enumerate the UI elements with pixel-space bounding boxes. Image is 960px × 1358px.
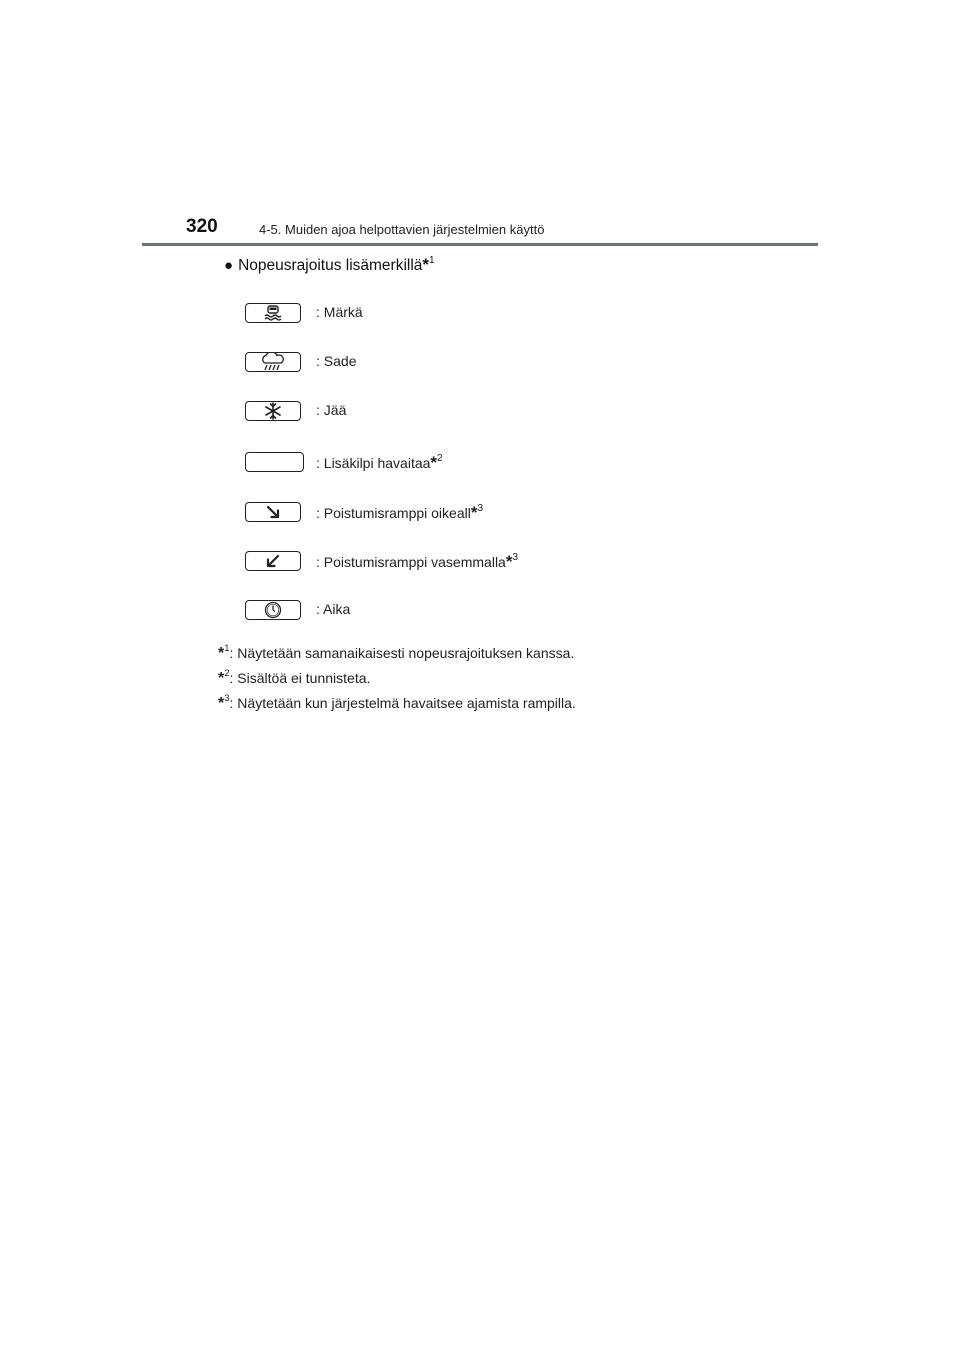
footnote-2 xyxy=(218,668,370,688)
sign-label: : Jää xyxy=(316,402,347,418)
snowflake-icon xyxy=(264,402,282,420)
sign-box xyxy=(245,551,301,571)
bullet-icon: ● xyxy=(224,257,234,274)
footnote-mark: 1 xyxy=(224,643,230,654)
sign-row-time xyxy=(245,598,351,622)
sign-label: : Sade xyxy=(316,353,357,369)
footnote-star: * xyxy=(430,453,438,472)
sign-row-wet xyxy=(245,301,363,325)
footnote-star: * xyxy=(218,695,225,712)
sign-row-ice xyxy=(245,399,347,423)
section-heading xyxy=(224,255,435,275)
footnote-mark: 1 xyxy=(429,255,435,266)
footnote-mark: 2 xyxy=(437,453,443,464)
footnote-mark: 3 xyxy=(477,503,484,514)
section-heading-text: Nopeusrajoitus lisämerkillä xyxy=(238,257,423,274)
sign-box xyxy=(245,401,301,421)
clock-icon xyxy=(264,601,282,619)
footnote-3 xyxy=(218,693,576,713)
sign-box xyxy=(245,600,301,620)
footnote-mark: 2 xyxy=(224,668,230,679)
sign-box xyxy=(245,303,301,323)
footnote-star: * xyxy=(505,552,513,571)
arrow-down-right-icon xyxy=(265,504,281,520)
sign-box xyxy=(245,352,301,372)
sign-label: : Poistumisramppi oikeall*$^3$ xyxy=(316,503,484,522)
chapter-title: 4-5. Muiden ajoa helpottavien järjestelmien käyttö xyxy=(259,222,545,237)
footnote-text: : Näytetään samanaikaisesti nopeusrajoituksen kanssa. xyxy=(229,645,575,661)
rain-cloud-icon xyxy=(258,353,288,371)
sign-label: : Poistumisramppi vasemmalla*$^3$ xyxy=(316,552,519,571)
footnote-mark: 3 xyxy=(512,552,519,563)
sign-row-exit-right xyxy=(245,500,484,524)
footnote-star: * xyxy=(218,645,225,662)
arrow-down-left-icon xyxy=(265,553,281,569)
footnote-star: * xyxy=(218,670,225,687)
sign-label: : Lisäkilpi havaitaa*$^2$ xyxy=(316,453,443,472)
page-number: 320 xyxy=(186,216,218,237)
blank-sign-icon xyxy=(245,452,304,472)
wet-road-icon xyxy=(263,305,283,321)
sign-row-supplementary xyxy=(245,450,443,474)
footnote-star: * xyxy=(470,503,478,522)
sign-row-exit-left xyxy=(245,549,519,573)
footnote-text: : Sisältöä ei tunnisteta. xyxy=(229,670,371,686)
sign-row-rain xyxy=(245,350,357,374)
footnote-mark: 3 xyxy=(224,693,230,704)
sign-label: : Märkä xyxy=(316,304,363,320)
footnote-text: : Näytetään kun järjestelmä havaitsee ajamista rampilla. xyxy=(229,695,576,711)
footnote-star: * xyxy=(422,255,430,274)
sign-label: : Aika xyxy=(316,601,351,617)
sign-box xyxy=(245,502,301,522)
footnote-1 xyxy=(218,643,574,663)
header-rule xyxy=(142,243,818,246)
